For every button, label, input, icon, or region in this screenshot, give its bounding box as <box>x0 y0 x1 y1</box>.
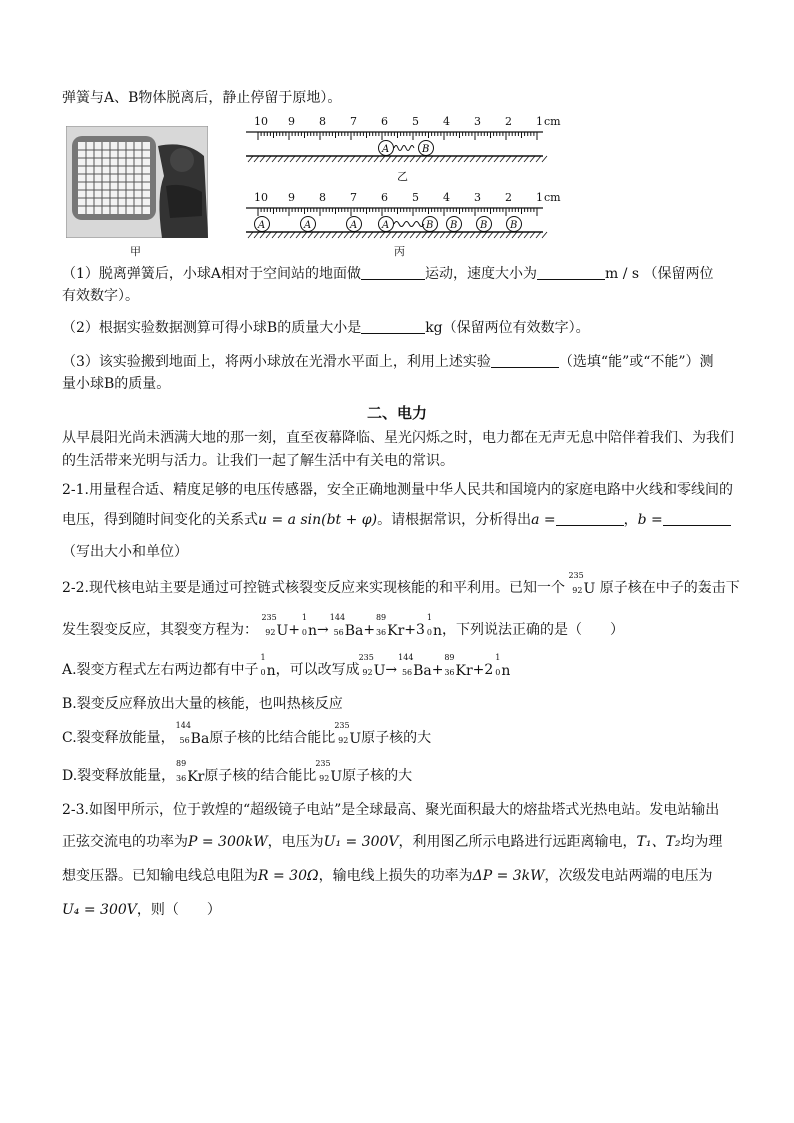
answer-blank[interactable] <box>361 318 425 334</box>
ground-hatch <box>368 232 373 238</box>
ground-hatch <box>446 232 451 238</box>
ground-hatch <box>326 156 331 162</box>
label-yi: 乙 <box>397 170 408 183</box>
ground-hatch <box>422 232 427 238</box>
answer-blank[interactable] <box>556 510 624 526</box>
tick-label: 4 <box>443 191 450 204</box>
ground-hatch <box>278 232 283 238</box>
ground-hatch <box>512 232 517 238</box>
tick-label: 1 <box>536 191 543 204</box>
section-title: 二、电力 <box>366 404 427 422</box>
tick-label: 7 <box>350 191 357 204</box>
ground-hatch <box>302 156 307 162</box>
ground-hatch <box>464 232 469 238</box>
option-c[interactable]: C.裂变释放能量， 144 56 Ba原子核的比结合能比 235 92 U原子核的大 <box>62 721 432 747</box>
tick-label: 8 <box>319 115 326 128</box>
ball-a: A <box>382 220 390 231</box>
ground-hatch <box>254 156 259 162</box>
option-a[interactable]: A.裂变方程式左右两边都有中子 1 0 n，可以改写成 235 92 U→ 144 56 Ba+ 89 36 Kr+2 1 0 n <box>62 653 511 679</box>
tick-label: 3 <box>474 115 481 128</box>
ball-a: A <box>304 220 312 231</box>
ground-hatch <box>392 232 397 238</box>
label-bing: 丙 <box>394 245 405 258</box>
ground-hatch <box>266 156 271 162</box>
ground-hatch <box>248 232 253 238</box>
ground-hatch <box>362 232 367 238</box>
question-2-1: 2-1.用量程合适、精度足够的电压传感器，安全正确地测量中华人民共和国境内的家庭电路中火线和零线间的 <box>62 482 733 498</box>
ground-hatch <box>410 156 415 162</box>
ground-hatch <box>344 232 349 238</box>
ground-hatch <box>398 232 403 238</box>
ground-hatch <box>500 156 505 162</box>
question-2-3-line2: 正弦交流电的功率为P = 300kW，电压为U₁ = 300V，利用图乙所示电路进行远距离输电，T₁、T₂均为理 <box>62 834 723 850</box>
ground-hatch <box>320 232 325 238</box>
ball-b: B <box>450 220 458 231</box>
ground-hatch <box>284 156 289 162</box>
ground-hatch <box>272 156 277 162</box>
tick-label: 6 <box>381 115 388 128</box>
ground-hatch <box>356 232 361 238</box>
ground-hatch <box>296 232 301 238</box>
tick-label: 3 <box>474 191 481 204</box>
ground-hatch <box>320 156 325 162</box>
label-jia: 甲 <box>130 245 141 258</box>
tick-label: 4 <box>443 115 450 128</box>
answer-blank[interactable] <box>491 352 559 368</box>
ground-hatch <box>458 156 463 162</box>
ground-hatch <box>470 156 475 162</box>
ground-hatch <box>332 156 337 162</box>
ground-hatch <box>500 232 505 238</box>
ground-hatch <box>272 232 277 238</box>
ground-hatch <box>368 156 373 162</box>
ground-hatch <box>524 232 529 238</box>
ground-hatch <box>530 156 535 162</box>
ground-hatch <box>488 156 493 162</box>
ground-hatch <box>536 156 541 162</box>
ground-hatch <box>494 156 499 162</box>
ground-hatch <box>470 232 475 238</box>
ground-hatch <box>458 232 463 238</box>
ground-hatch <box>506 156 511 162</box>
ground-hatch <box>350 156 355 162</box>
ground-hatch <box>422 156 427 162</box>
section-intro-1: 从早晨阳光尚未洒满大地的那一刻，直至夜幕降临、星光闪烁之时，电力都在无声无息中陪伴着我们、为我们 <box>62 430 734 446</box>
ground-hatch <box>260 156 265 162</box>
ground-hatch <box>536 232 541 238</box>
tick-label: 10 <box>254 115 268 128</box>
ball-b: B <box>510 220 518 231</box>
ground-hatch <box>308 232 313 238</box>
ball-b: B <box>422 144 430 155</box>
question-2-1-cont: 电压，得到随时间变化的关系式u = a sin(bt + φ)。请根据常识，分析得出a = ，b = <box>62 510 732 530</box>
ground-hatch <box>524 156 529 162</box>
question-3: （3）该实验搬到地面上，将两小球放在光滑水平面上，利用上述实验 （选填“能”或“不能”）测 <box>62 354 714 370</box>
ground-hatch <box>350 232 355 238</box>
section-intro-2: 的生活带来光明与活力。让我们一起了解生活中有关电的常识。 <box>62 453 454 469</box>
unit-label: cm <box>544 191 561 204</box>
ground-hatch <box>410 232 415 238</box>
ground-hatch <box>296 156 301 162</box>
ground-hatch <box>404 232 409 238</box>
ground-hatch <box>314 232 319 238</box>
ground-hatch <box>488 232 493 238</box>
ground-hatch <box>266 232 271 238</box>
space-station-photo <box>66 126 208 238</box>
ground-hatch <box>404 156 409 162</box>
ground-hatch <box>326 232 331 238</box>
ground-hatch <box>518 232 523 238</box>
answer-blank[interactable] <box>361 264 425 280</box>
ground-hatch <box>260 232 265 238</box>
ground-hatch <box>434 156 439 162</box>
ground-hatch <box>332 232 337 238</box>
ground-hatch <box>452 156 457 162</box>
tick-label: 9 <box>288 115 295 128</box>
ground-hatch <box>542 232 547 238</box>
tick-label: 2 <box>505 191 512 204</box>
ground-hatch <box>290 232 295 238</box>
tick-label: 5 <box>412 115 419 128</box>
ground-hatch <box>314 156 319 162</box>
ground-hatch <box>476 232 481 238</box>
ball-a: A <box>382 144 390 155</box>
ground-hatch <box>380 156 385 162</box>
ground-hatch <box>248 156 253 162</box>
ground-hatch <box>452 232 457 238</box>
tick-label: 8 <box>319 191 326 204</box>
option-d[interactable]: D.裂变释放能量， 89 36 Kr原子核的结合能比 235 92 U原子核的大 <box>62 759 413 785</box>
ball-b: B <box>426 220 434 231</box>
tick-label: 6 <box>381 191 388 204</box>
ground-hatch <box>284 232 289 238</box>
tick-label: 5 <box>412 191 419 204</box>
question-2-2: 2-2.现代核电站主要是通过可控链式核裂变反应来实现核能的和平利用。已知一个 235 92 U 原子核在中子的轰击下 <box>62 571 740 597</box>
unit-label: cm <box>544 115 561 128</box>
question-3-cont: 量小球B的质量。 <box>62 376 171 392</box>
ground-hatch <box>476 156 481 162</box>
question-2-3-line3: 想变压器。已知输电线总电阻为R = 30Ω，输电线上损失的功率为ΔP = 3kW，次级发电站两端的电压为 <box>62 868 713 884</box>
answer-blank[interactable] <box>663 510 731 526</box>
ground-hatch <box>434 232 439 238</box>
question-1: （1）脱离弹簧后，小球A相对于空间站的地面做 运动，速度大小为 m / s （保留两位 <box>62 266 714 282</box>
option-b[interactable]: B.裂变反应释放出大量的核能，也叫热核反应 <box>62 696 343 712</box>
question-2-2-equation: 发生裂变反应，其裂变方程为： 235 92 U+ 1 0 n→ 144 56 Ba+ 89 36 Kr+3 1 0 n，下列说法正确的是（ ） <box>62 613 624 639</box>
ground-hatch <box>386 156 391 162</box>
ground-hatch <box>542 156 547 162</box>
intro-tail-text: 弹簧与A、B物体脱离后，静止停留于原地）。 <box>62 90 342 106</box>
ground-hatch <box>344 156 349 162</box>
ground-hatch <box>518 156 523 162</box>
tick-label: 7 <box>350 115 357 128</box>
ground-hatch <box>530 232 535 238</box>
question-1-cont: 有效数字）。 <box>62 288 139 304</box>
ruler-yi <box>238 110 578 168</box>
ground-hatch <box>380 232 385 238</box>
ground-hatch <box>338 232 343 238</box>
question-2-3: 2-3.如图甲所示，位于敦煌的“超级镜子电站”是全球最高、聚光面积最大的熔盐塔式光热电站。发电站输出 <box>62 802 720 818</box>
ball-a: A <box>350 220 358 231</box>
question-2: （2）根据实验数据测算可得小球B的质量大小是 kg（保留两位有效数字）。 <box>62 320 590 336</box>
ground-hatch <box>386 232 391 238</box>
ground-hatch <box>254 232 259 238</box>
question-2-1-note: （写出大小和单位） <box>62 544 188 560</box>
answer-blank[interactable] <box>537 264 605 280</box>
ground-hatch <box>440 156 445 162</box>
ground-hatch <box>482 232 487 238</box>
tick-label: 10 <box>254 191 268 204</box>
ground-hatch <box>302 232 307 238</box>
ground-hatch <box>440 232 445 238</box>
ground-hatch <box>278 156 283 162</box>
ground-hatch <box>290 156 295 162</box>
ground-hatch <box>494 232 499 238</box>
question-2-3-line4: U₄ = 300V，则（ ） <box>62 902 221 918</box>
ground-hatch <box>416 232 421 238</box>
ruler-bing <box>238 186 578 244</box>
tick-label: 9 <box>288 191 295 204</box>
ground-hatch <box>362 156 367 162</box>
tick-label: 1 <box>536 115 543 128</box>
ground-hatch <box>374 232 379 238</box>
ground-hatch <box>392 156 397 162</box>
ball-a: A <box>258 220 266 231</box>
ball-b: B <box>480 220 488 231</box>
ground-hatch <box>446 156 451 162</box>
ground-hatch <box>512 156 517 162</box>
ground-hatch <box>356 156 361 162</box>
ground-hatch <box>398 156 403 162</box>
ground-hatch <box>338 156 343 162</box>
ground-hatch <box>464 156 469 162</box>
ground-hatch <box>416 156 421 162</box>
tick-label: 2 <box>505 115 512 128</box>
ground-hatch <box>428 156 433 162</box>
ground-hatch <box>482 156 487 162</box>
ground-hatch <box>428 232 433 238</box>
ground-hatch <box>374 156 379 162</box>
ground-hatch <box>506 232 511 238</box>
ground-hatch <box>308 156 313 162</box>
